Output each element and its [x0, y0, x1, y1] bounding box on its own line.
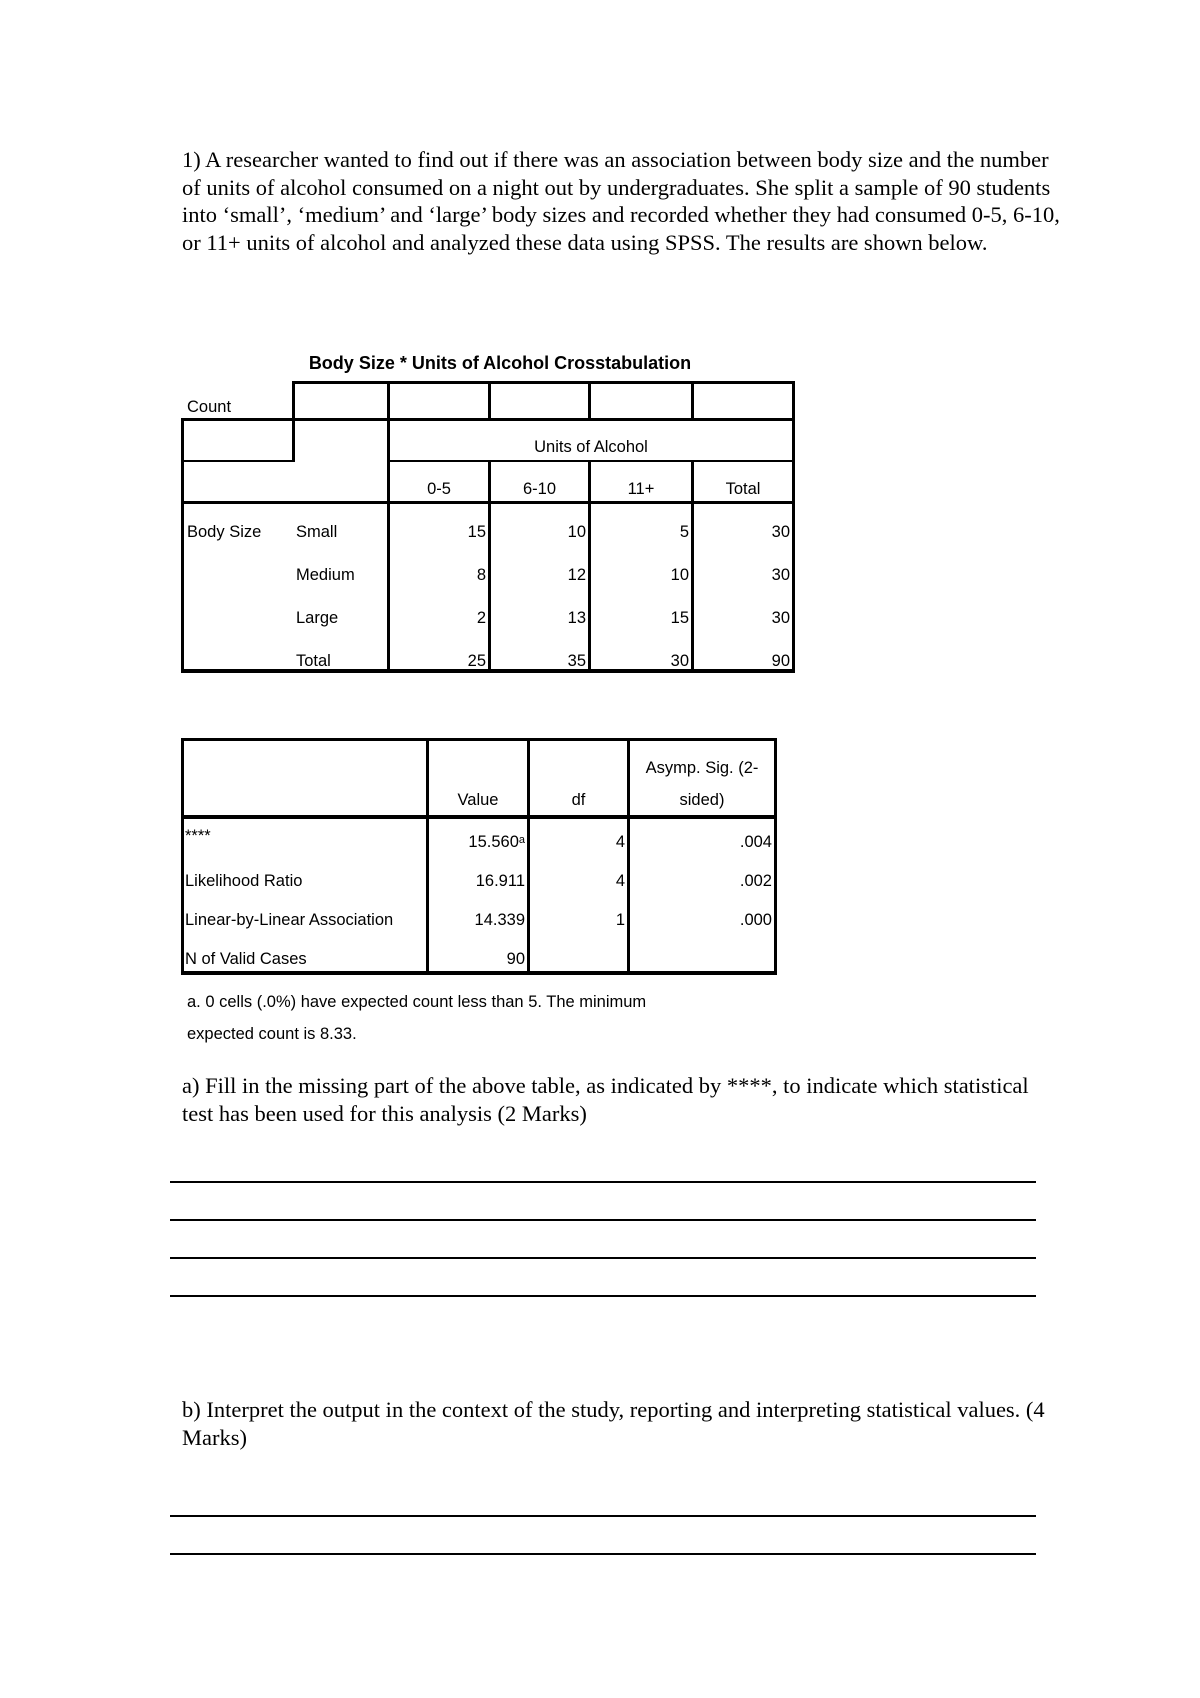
- table-cell: .004: [739, 833, 772, 851]
- row-label: Large: [296, 609, 339, 627]
- row-label: Medium: [296, 566, 355, 584]
- rule: [181, 738, 184, 975]
- table-cell: .002: [739, 872, 772, 890]
- row-label: Linear-by-Linear Association: [185, 911, 394, 929]
- table-cell: 13: [567, 609, 586, 627]
- rule: [181, 418, 184, 673]
- table-cell: 15: [467, 523, 486, 541]
- rule: [293, 381, 795, 384]
- table-cell: 30: [771, 523, 790, 541]
- table-cell: 15: [670, 609, 689, 627]
- table-cell: 5: [679, 523, 689, 541]
- table-cell: 30: [771, 609, 790, 627]
- count-label: Count: [187, 398, 232, 416]
- table-cell: [429, 832, 525, 852]
- row-label: ****: [185, 827, 211, 845]
- answer-line[interactable]: [170, 1219, 1036, 1221]
- column-header: 11+: [627, 480, 655, 498]
- table-cell: 30: [670, 652, 689, 670]
- table-footnote: [187, 986, 646, 1050]
- crosstab-table: [181, 381, 795, 673]
- answer-line[interactable]: [170, 1553, 1036, 1555]
- answer-line[interactable]: [170, 1257, 1036, 1259]
- table-cell: .000: [739, 911, 772, 929]
- rule: [181, 738, 777, 741]
- table-cell: 16.911: [475, 872, 525, 890]
- column-header: 0-5: [427, 480, 451, 498]
- row-label: Small: [296, 523, 338, 541]
- column-header: df: [571, 791, 586, 809]
- table-cell: 2: [476, 609, 486, 627]
- answer-line[interactable]: [170, 1181, 1036, 1183]
- table-cell: 35: [567, 652, 586, 670]
- group-header: Units of Alcohol: [534, 438, 648, 456]
- rule: [792, 381, 795, 673]
- row-label: Likelihood Ratio: [185, 872, 303, 890]
- rule: [181, 971, 777, 975]
- footnote-line: a. 0 cells (.0%) have expected count less than 5. The minimum: [187, 993, 647, 1011]
- rule: [388, 460, 795, 462]
- crosstab-title: Body Size * Units of Alcohol Crosstabulation: [308, 353, 692, 373]
- table-cell: 90: [506, 950, 525, 968]
- table-cell: 1: [615, 911, 625, 929]
- chi-square-table: [181, 738, 777, 975]
- value-text: 15.560: [468, 833, 519, 851]
- question-intro: 1) A researcher wanted to find out if there was an association between body size and the number of units of alcohol consumed on a night out by undergraduates. She split a sample of 90 students into ‘small’, ‘medium’ and ‘large’ body sizes and recorded whether they had consumed 0-5, 6-10, or 11+ units of alcohol and analyzed these data using SPSS. The results are shown below.: [182, 147, 1060, 255]
- question-b: b) Interpret the output in the context of the study, reporting and interpreting statistical values. (4 Marks): [182, 1397, 1045, 1450]
- footnote-line: expected count is 8.33.: [187, 1025, 357, 1043]
- rule: [292, 381, 295, 462]
- answer-line[interactable]: [170, 1515, 1036, 1517]
- table-cell: 12: [567, 566, 586, 584]
- rule: [181, 815, 777, 819]
- column-header: Value: [457, 791, 499, 809]
- rule: [426, 738, 429, 975]
- answer-line[interactable]: [170, 1295, 1036, 1297]
- column-header: Asymp. Sig. (2-: [645, 759, 759, 777]
- column-header: Total: [725, 480, 761, 498]
- rule: [181, 460, 293, 462]
- rule: [691, 381, 694, 421]
- rule: [774, 738, 777, 975]
- rule: [588, 381, 591, 421]
- table-cell: 25: [467, 652, 486, 670]
- table-cell: 14.339: [474, 911, 525, 929]
- footnote-marker: a: [518, 834, 525, 846]
- row-label: Total: [296, 652, 331, 670]
- column-header: 6-10: [522, 480, 557, 498]
- rule: [488, 381, 491, 421]
- rule: [527, 738, 530, 975]
- row-label: N of Valid Cases: [185, 950, 307, 968]
- column-header: sided): [679, 791, 725, 809]
- table-cell: 4: [615, 833, 625, 851]
- table-cell: 8: [476, 566, 486, 584]
- table-cell: 10: [567, 523, 586, 541]
- table-cell: 10: [670, 566, 689, 584]
- table-cell: 4: [615, 872, 625, 890]
- table-cell: 30: [771, 566, 790, 584]
- question-a: a) Fill in the missing part of the above table, as indicated by ****, to indicate which statistical test has been used for this analysis (2 Marks): [182, 1073, 1029, 1126]
- table-cell: 90: [771, 652, 790, 670]
- row-group-label: Body Size: [187, 523, 262, 541]
